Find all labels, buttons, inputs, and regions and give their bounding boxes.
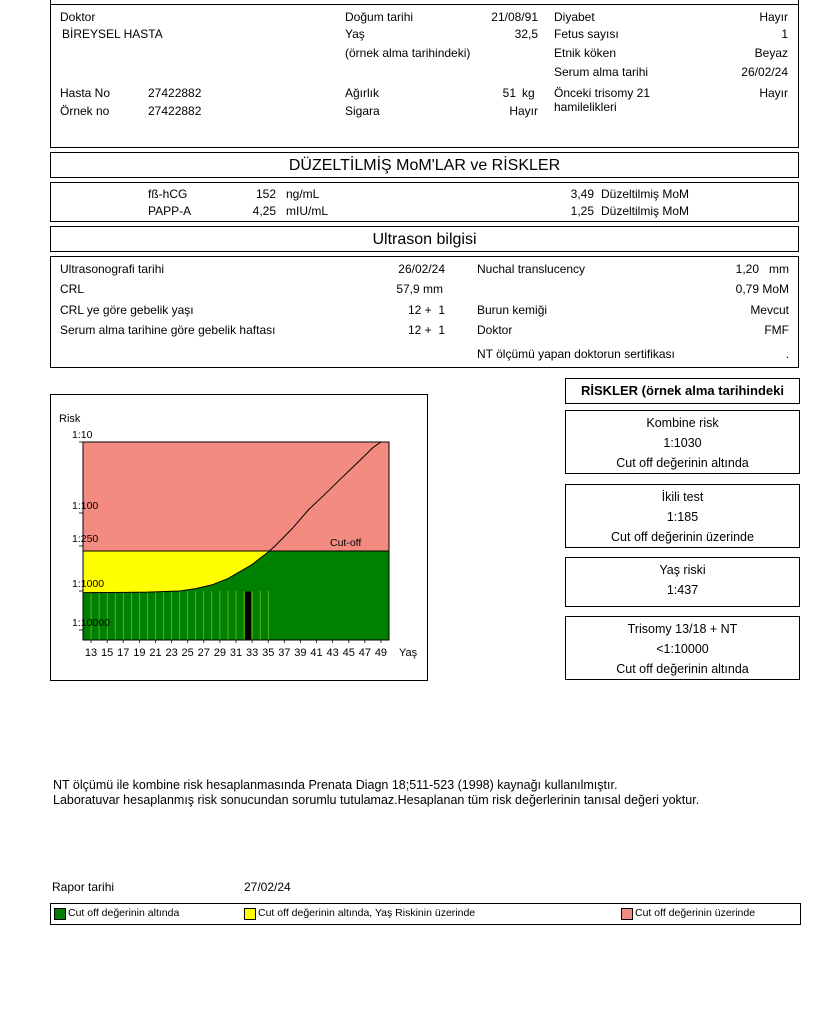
risk-box-kombine xyxy=(565,410,800,474)
sigara-label: Sigara xyxy=(345,104,380,118)
sertifika-value: . xyxy=(785,347,789,361)
mom-value: 4,25 xyxy=(252,204,276,218)
x-tick-label: 25 xyxy=(181,647,194,659)
yas-label: Yaş xyxy=(345,27,365,41)
agirlik-value: 51 xyxy=(502,86,516,100)
mom-name: fß-hCG xyxy=(148,187,188,201)
legend-label: Cut off değerinin altında, Yaş Riskinin üzerinde xyxy=(258,907,476,919)
patient-name: BİREYSEL HASTA xyxy=(62,27,163,41)
crl-value: 57,9 mm xyxy=(396,282,443,296)
ornek-no-label: Örnek no xyxy=(60,104,110,118)
burun-label: Burun kemiği xyxy=(477,303,548,317)
sigara-value: Hayır xyxy=(509,104,538,118)
serum-value: 26/02/24 xyxy=(741,65,788,79)
patient-info-box xyxy=(50,0,799,148)
nt-value: 1,20 mm xyxy=(735,262,789,276)
x-tick-label: 21 xyxy=(149,647,162,659)
x-tick-label: 39 xyxy=(294,647,307,659)
x-tick-label: 27 xyxy=(197,647,210,659)
burun-value: Mevcut xyxy=(750,303,789,317)
risks-title xyxy=(565,378,800,404)
x-tick-label: 33 xyxy=(245,647,259,659)
usg-value: 26/02/24 xyxy=(398,262,445,276)
risk-box-status: Cut off değerinin altında xyxy=(616,662,749,676)
chart-ylabel: Risk xyxy=(59,413,81,425)
hasta-no-label: Hasta No xyxy=(60,86,111,100)
x-tick-label: 19 xyxy=(133,647,146,659)
onceki-value: Hayır xyxy=(759,86,788,100)
x-tick-label: 17 xyxy=(117,647,130,659)
x-tick-label: 23 xyxy=(165,647,178,659)
x-tick-label: 41 xyxy=(310,647,323,659)
doktor-label: Doktor xyxy=(60,10,96,24)
crl-age-label: CRL ye göre gebelik yaşı xyxy=(60,303,194,317)
us-doktor-value: FMF xyxy=(764,323,789,337)
serum-label: Serum alma tarihi xyxy=(554,65,649,79)
nt-mom: 0,79 MoM xyxy=(735,282,789,296)
legend-label: Cut off değerinin üzerinde xyxy=(635,907,756,919)
risk-box-title: Trisomy 13/18 + NT xyxy=(627,622,738,636)
mom-corrected: 3,49 xyxy=(570,187,594,201)
x-tick-label: 43 xyxy=(326,647,339,659)
mom-unit: ng/mL xyxy=(286,187,320,201)
onceki-label-2: hamilelikleri xyxy=(554,100,617,114)
legend-swatch-yellow xyxy=(244,908,256,920)
y-tick-label: 1:10000 xyxy=(72,617,110,629)
dogum-label: Doğum tarihi xyxy=(345,10,414,24)
x-tick-label: 35 xyxy=(262,647,275,659)
patient-marker xyxy=(245,592,251,640)
risk-box-value: 1:437 xyxy=(666,583,699,597)
risk-box-status: Cut off değerinin altında xyxy=(616,456,749,470)
legend-label: Cut off değerinin altında xyxy=(68,907,180,919)
cutoff-label: Cut-off xyxy=(330,537,362,549)
serum-week-value: 12 + 1 xyxy=(407,323,445,337)
footer-note-1: NT ölçümü ile kombine risk hesaplanmasında Prenata Diagn 18;511-523 (1998) kaynağı kullanılmıştır. xyxy=(53,778,618,792)
chart-xlabel: Yaş xyxy=(399,647,418,659)
risk-box-title: Kombine risk xyxy=(646,416,719,430)
agirlik-unit: kg xyxy=(522,86,535,100)
y-tick-label: 1:1000 xyxy=(72,578,105,590)
x-tick-label: 45 xyxy=(342,647,355,659)
mom-corrected-label: Düzeltilmiş MoM xyxy=(601,204,690,218)
x-tick-label: 49 xyxy=(374,647,388,659)
mom-value: 152 xyxy=(255,187,276,201)
yas-value: 32,5 xyxy=(514,27,538,41)
ornek-no: 27422882 xyxy=(148,104,202,118)
crl-label: CRL xyxy=(60,282,85,296)
mom-section-title: DÜZELTİLMİŞ MoM'LAR ve RİSKLER xyxy=(50,152,799,178)
mom-corrected: 1,25 xyxy=(570,204,594,218)
risk-box-value: <1:10000 xyxy=(656,642,709,656)
fetus-value: 1 xyxy=(781,27,788,41)
risk-box-value: 1:1030 xyxy=(663,436,702,450)
y-tick-label: 1:250 xyxy=(72,533,99,545)
diyabet-label: Diyabet xyxy=(554,10,595,24)
y-tick-label: 1:100 xyxy=(72,500,99,512)
dogum-value: 21/08/91 xyxy=(491,10,538,24)
rapor-value: 27/02/24 xyxy=(244,880,291,894)
usg-label: Ultrasonografi tarihi xyxy=(60,262,165,276)
sertifika-label: NT ölçümü yapan doktorun sertifikası xyxy=(477,347,675,361)
risk-box-ikili xyxy=(565,484,800,548)
us-doktor-label: Doktor xyxy=(477,323,513,337)
rapor-label: Rapor tarihi xyxy=(52,880,115,894)
diyabet-value: Hayır xyxy=(759,10,788,24)
legend-swatch-red xyxy=(621,908,633,920)
y-tick-label: 1:10 xyxy=(72,429,93,441)
agirlik-label: Ağırlık xyxy=(345,86,380,100)
risk-box-status: Cut off değerinin üzerinde xyxy=(611,530,754,544)
serum-week-label: Serum alma tarihine göre gebelik haftası xyxy=(60,323,276,337)
x-tick-label: 29 xyxy=(213,647,227,659)
legend-swatch-green xyxy=(54,908,66,920)
x-tick-label: 47 xyxy=(358,647,371,659)
fetus-label: Fetus sayısı xyxy=(554,27,619,41)
crl-age-value: 12 + 1 xyxy=(407,303,445,317)
x-tick-label: 15 xyxy=(101,647,114,659)
nt-label: Nuchal translucency xyxy=(477,262,586,276)
red-zone xyxy=(83,442,389,551)
yas-note: (örnek alma tarihindeki) xyxy=(345,46,471,60)
mom-corrected-label: Düzeltilmiş MoM xyxy=(601,187,690,201)
hasta-no: 27422882 xyxy=(148,86,202,100)
etnik-value: Beyaz xyxy=(754,46,788,60)
risk-box-title: İkili test xyxy=(661,490,704,504)
risks-title-text: RİSKLER (örnek alma tarihindeki xyxy=(581,383,784,398)
etnik-label: Etnik köken xyxy=(554,46,617,60)
onceki-label-1: Önceki trisomy 21 xyxy=(554,86,651,100)
footer-note-2: Laboratuvar hesaplanmış risk sonucundan sorumlu tutulamaz.Hesaplanan tüm risk değerlerinin tanısal değeri yoktur. xyxy=(53,793,700,807)
risk-box-yas xyxy=(565,557,800,607)
x-tick-label: 31 xyxy=(229,647,243,659)
mom-unit: mIU/mL xyxy=(286,204,328,218)
mom-name: PAPP-A xyxy=(148,204,192,218)
ultrason-title: Ultrason bilgisi xyxy=(50,226,799,252)
x-tick-label: 37 xyxy=(278,647,291,659)
x-tick-label: 13 xyxy=(84,647,98,659)
risk-chart xyxy=(50,394,428,681)
risk-box-trisomy xyxy=(565,616,800,680)
risk-box-value: 1:185 xyxy=(666,510,699,524)
risk-box-title: Yaş riski xyxy=(659,563,706,577)
